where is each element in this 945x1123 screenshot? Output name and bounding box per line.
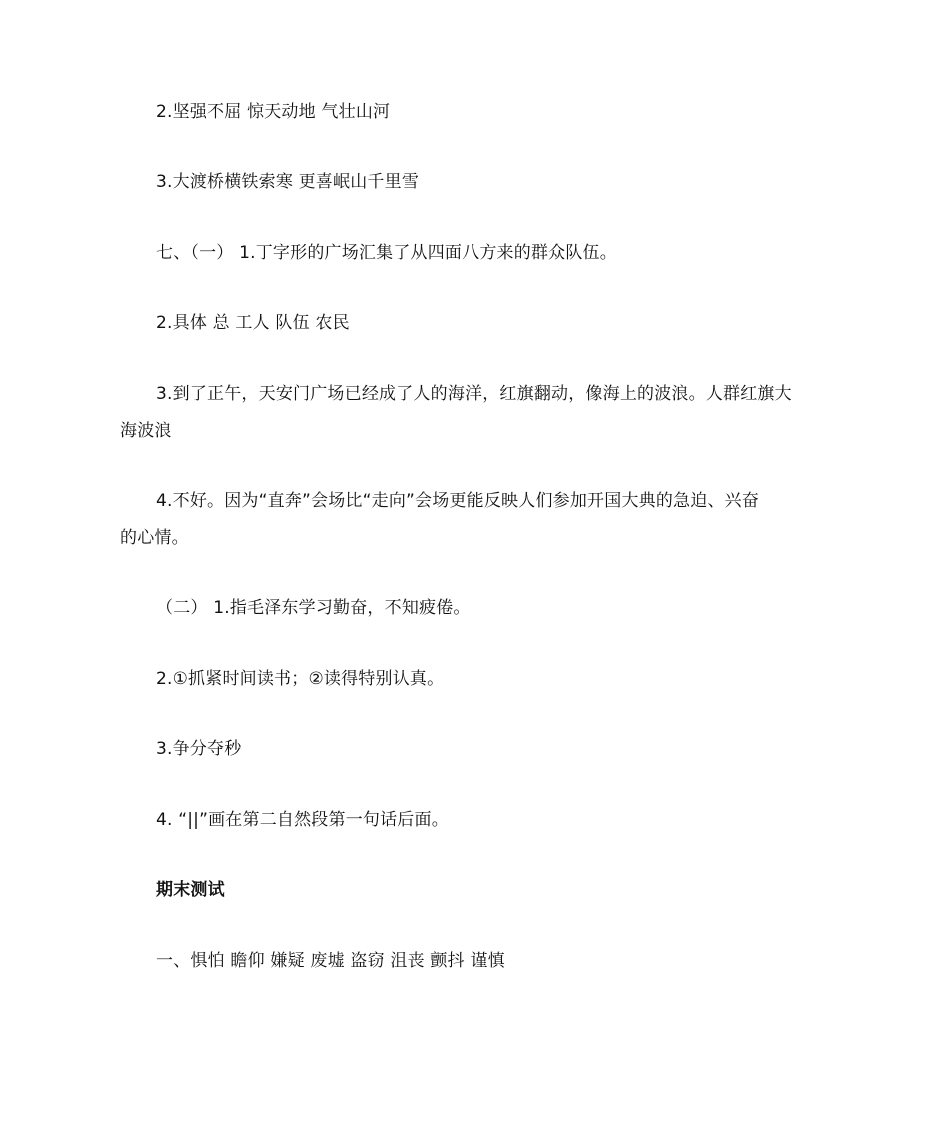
answer-line-4-hua bbox=[120, 802, 861, 839]
text-line: 一、惧怕 瞻仰 嫌疑 废墟 盗窃 沮丧 颤抖 谨慎 bbox=[156, 951, 505, 971]
section-heading-final-test bbox=[120, 872, 861, 909]
text-line: 3.大渡桥横铁索寒 更喜岷山千里雪 bbox=[156, 172, 420, 192]
answer-line-2-zhuajin bbox=[120, 661, 861, 698]
final-test-question-one bbox=[120, 943, 861, 980]
text-line: 海波浪 bbox=[120, 421, 172, 441]
section-seven-part-two bbox=[120, 590, 861, 627]
section-seven-part-one bbox=[120, 235, 861, 272]
text-line: 3.到了正午，天安门广场已经成了人的海洋，红旗翻动，像海上的波浪。人群红旗大 bbox=[156, 384, 792, 404]
text-line: 4.不好。因为“直奔”会场比“走向”会场更能反映人们参加开国大典的急迫、兴奋 bbox=[156, 491, 760, 511]
section-title: 期末测试 bbox=[156, 880, 225, 900]
answer-line-2-juti bbox=[120, 305, 861, 342]
text-line: 3.争分夺秒 bbox=[156, 739, 242, 759]
text-line: 2.具体 总 工人 队伍 农民 bbox=[156, 313, 350, 333]
text-line: 七、（一） 1.丁字形的广场汇集了从四面八方来的群众队伍。 bbox=[156, 243, 617, 263]
answer-line-3-dadu bbox=[120, 164, 861, 201]
text-line: （二） 1.指毛泽东学习勤奋，不知疲倦。 bbox=[156, 598, 471, 618]
answer-paragraph-3-zhengwu bbox=[120, 376, 825, 450]
answer-line-2-jianqiang bbox=[120, 94, 861, 131]
text-line: 2.①抓紧时间读书；②读得特别认真。 bbox=[156, 669, 445, 689]
answer-paragraph-4-buhao bbox=[120, 483, 825, 557]
text-line: 的心情。 bbox=[120, 528, 189, 548]
answer-line-3-zhengfen bbox=[120, 731, 861, 768]
text-line: 4. “||”画在第二自然段第一句话后面。 bbox=[156, 810, 449, 830]
text-line: 2.坚强不屈 惊天动地 气壮山河 bbox=[156, 102, 391, 122]
